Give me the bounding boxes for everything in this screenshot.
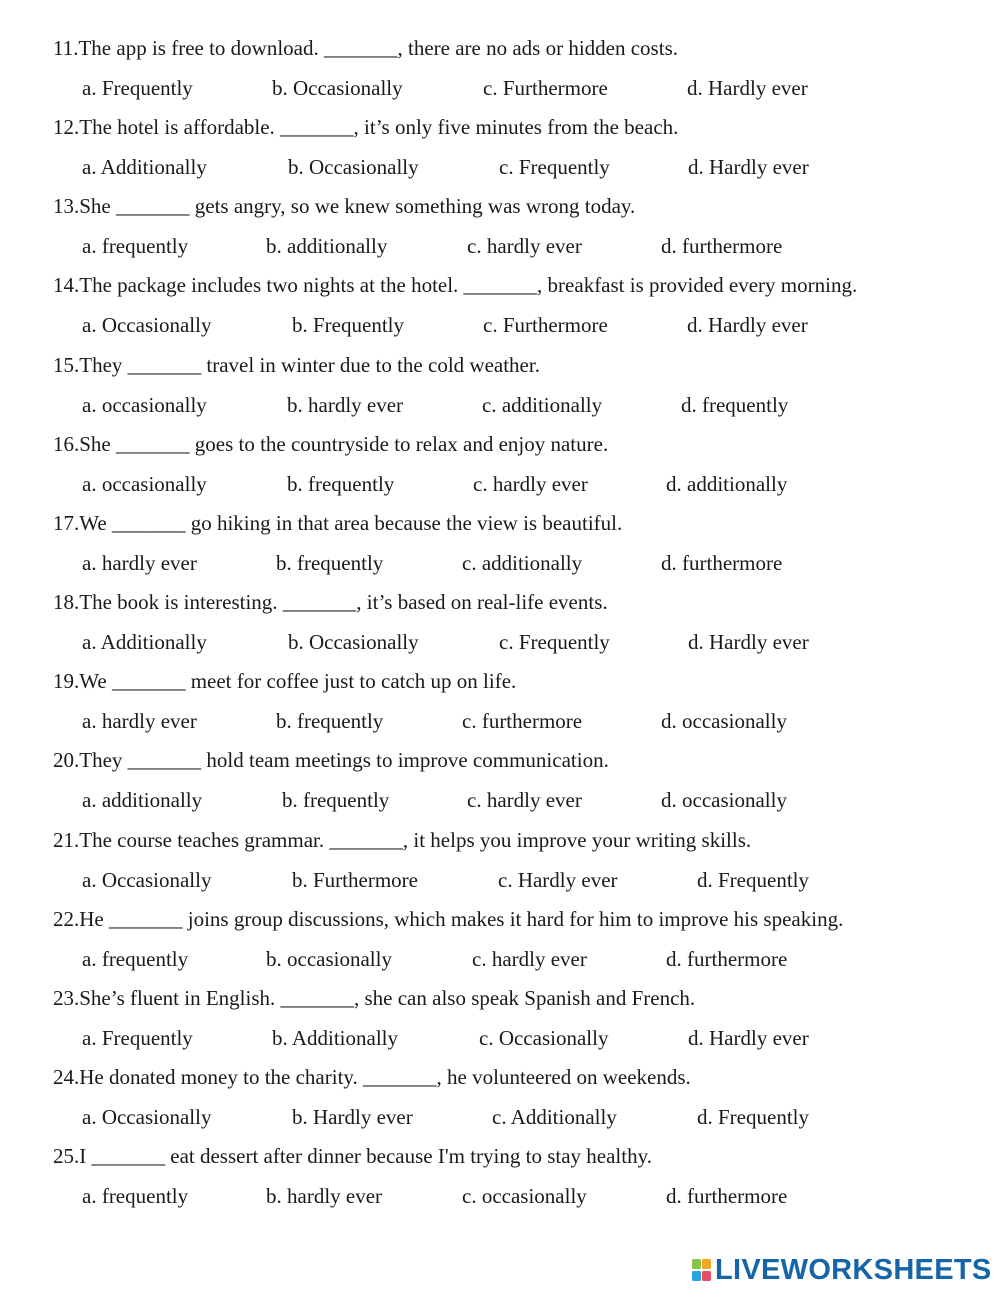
answer-options	[82, 234, 982, 260]
question-text	[53, 986, 993, 1010]
answer-option-b[interactable]: b. Frequently	[292, 313, 404, 338]
answer-option-b[interactable]: b. Additionally	[272, 1025, 398, 1050]
answer-options	[82, 313, 982, 339]
liveworksheets-logo	[692, 1254, 992, 1286]
question-number: 24.	[53, 1064, 80, 1089]
question-number: 22.	[53, 906, 80, 931]
answer-options	[82, 393, 982, 419]
answer-option-c[interactable]: c. hardly ever	[467, 234, 582, 259]
question-text	[53, 194, 993, 218]
answer-option-b[interactable]: b. frequently	[287, 471, 395, 496]
answer-option-b[interactable]: b. hardly ever	[287, 392, 404, 417]
answer-option-a[interactable]: a. Occasionally	[82, 313, 212, 338]
answer-option-a[interactable]: a. Occasionally	[82, 867, 212, 892]
answer-option-c[interactable]: c. hardly ever	[467, 788, 582, 813]
answer-option-b[interactable]: b. hardly ever	[266, 1184, 383, 1209]
question-stem: She’s fluent in English. _______, she can also speak Spanish and French.	[79, 985, 696, 1010]
question-text	[53, 669, 993, 693]
answer-option-a[interactable]: a. occasionally	[82, 471, 207, 496]
question-stem: They _______ travel in winter due to the cold weather.	[79, 352, 540, 377]
answer-option-a[interactable]: a. hardly ever	[82, 550, 197, 575]
question-number: 13.	[53, 194, 80, 219]
answer-option-a[interactable]: a. frequently	[82, 1184, 189, 1209]
answer-option-b[interactable]: b. Occasionally	[288, 630, 419, 655]
question-number: 14.	[53, 273, 80, 298]
question-stem: The package includes two nights at the hotel. _______, breakfast is provided every morning.	[79, 273, 858, 298]
question-stem: He donated money to the charity. _______, he volunteered on weekends.	[79, 1064, 691, 1089]
question-text	[53, 511, 993, 535]
question-stem: We _______ meet for coffee just to catch up on life.	[79, 669, 517, 694]
answer-option-c[interactable]: c. furthermore	[462, 709, 583, 734]
question-stem: They _______ hold team meetings to improve communication.	[79, 748, 609, 773]
answer-option-d[interactable]: d. Hardly ever	[687, 76, 808, 100]
question-text	[53, 828, 993, 852]
answer-option-b[interactable]: b. Occasionally	[272, 76, 403, 100]
question-text	[53, 432, 993, 456]
answer-option-d[interactable]: d. furthermore	[666, 1184, 788, 1209]
answer-option-b[interactable]: b. frequently	[276, 709, 384, 734]
question-stem: She _______ gets angry, so we knew something was wrong today.	[79, 194, 636, 219]
question-number: 16.	[53, 431, 80, 456]
question-stem: The app is free to download. _______, there are no ads or hidden costs.	[78, 36, 678, 60]
question-text	[53, 907, 993, 931]
answer-option-a[interactable]: a. Additionally	[82, 630, 207, 655]
question-number: 21.	[53, 827, 80, 852]
answer-options	[82, 788, 982, 814]
answer-option-d[interactable]: d. furthermore	[666, 946, 788, 971]
answer-option-d[interactable]: d. Hardly ever	[688, 630, 809, 655]
question-stem: We _______ go hiking in that area because the view is beautiful.	[79, 510, 623, 535]
answer-option-c[interactable]: c. Occasionally	[479, 1025, 609, 1050]
answer-option-d[interactable]: d. occasionally	[661, 709, 787, 734]
question-text	[53, 1144, 993, 1168]
question-text	[53, 1065, 993, 1089]
answer-option-d[interactable]: d. Hardly ever	[687, 313, 808, 338]
answer-option-b[interactable]: b. frequently	[282, 788, 390, 813]
answer-options	[82, 1026, 982, 1052]
question-text	[53, 115, 993, 139]
answer-option-c[interactable]: c. Furthermore	[483, 313, 608, 338]
answer-options	[82, 1105, 982, 1131]
answer-options	[82, 868, 982, 894]
question-stem: The book is interesting. _______, it’s based on real-life events.	[79, 590, 608, 615]
answer-options	[82, 155, 982, 181]
logo-text: LIVEWORKSHEETS	[715, 1253, 992, 1286]
answer-options	[82, 551, 982, 577]
answer-option-d[interactable]: d. furthermore	[661, 550, 783, 575]
answer-option-a[interactable]: a. additionally	[82, 788, 203, 813]
answer-option-c[interactable]: c. Furthermore	[483, 76, 608, 100]
answer-option-a[interactable]: a. hardly ever	[82, 709, 197, 734]
answer-options	[82, 947, 982, 973]
question-number: 20.	[53, 748, 80, 773]
answer-option-c[interactable]: c. additionally	[482, 392, 603, 417]
question-number: 25.	[53, 1144, 80, 1169]
question-stem: I _______ eat dessert after dinner because I'm trying to stay healthy.	[79, 1144, 652, 1169]
answer-option-a[interactable]: a. Frequently	[82, 76, 193, 100]
answer-option-c[interactable]: c. Hardly ever	[498, 867, 618, 892]
question-text	[53, 353, 993, 377]
question-text	[53, 36, 993, 60]
answer-option-a[interactable]: a. Frequently	[82, 1025, 193, 1050]
answer-option-a[interactable]: a. frequently	[82, 946, 189, 971]
question-text	[53, 273, 993, 297]
question-stem: He _______ joins group discussions, which makes it hard for him to improve his speaking.	[79, 906, 844, 931]
answer-option-d[interactable]: d. occasionally	[661, 788, 787, 813]
answer-option-d[interactable]: d. Hardly ever	[688, 155, 809, 180]
question-number: 15.	[53, 352, 80, 377]
answer-option-c[interactable]: c. hardly ever	[473, 471, 588, 496]
answer-option-d[interactable]: d. furthermore	[661, 234, 783, 259]
question-number: 18.	[53, 590, 80, 615]
answer-option-b[interactable]: b. occasionally	[266, 946, 392, 971]
question-number: 12.	[53, 115, 80, 140]
answer-option-b[interactable]: b. Furthermore	[292, 867, 418, 892]
answer-option-d[interactable]: d. Hardly ever	[688, 1025, 809, 1050]
question-number: 23.	[53, 985, 80, 1010]
answer-option-a[interactable]: a. frequently	[82, 234, 189, 259]
answer-options	[82, 709, 982, 735]
answer-option-b[interactable]: b. additionally	[266, 234, 388, 259]
liveworksheets-icon	[692, 1257, 712, 1283]
answer-options	[82, 472, 982, 498]
answer-option-a[interactable]: a. Occasionally	[82, 1104, 212, 1129]
answer-option-c[interactable]: c. occasionally	[462, 1184, 587, 1209]
answer-option-d[interactable]: d. frequently	[681, 392, 789, 417]
answer-option-b[interactable]: b. Occasionally	[288, 155, 419, 180]
answer-option-c[interactable]: c. additionally	[462, 550, 583, 575]
answer-option-a[interactable]: a. occasionally	[82, 392, 207, 417]
answer-option-a[interactable]: a. Additionally	[82, 155, 207, 180]
question-number: 19.	[53, 669, 80, 694]
question-number: 17.	[53, 510, 80, 535]
answer-options	[82, 630, 982, 656]
answer-option-d[interactable]: d. Frequently	[697, 867, 809, 892]
answer-option-b[interactable]: b. Hardly ever	[292, 1104, 413, 1129]
answer-option-c[interactable]: c. Frequently	[499, 155, 610, 180]
answer-options	[82, 76, 982, 102]
question-number: 11.	[53, 36, 79, 60]
question-text	[53, 748, 993, 772]
answer-option-b[interactable]: b. frequently	[276, 550, 384, 575]
answer-option-d[interactable]: d. Frequently	[697, 1104, 809, 1129]
question-text	[53, 590, 993, 614]
question-stem: The hotel is affordable. _______, it’s only five minutes from the beach.	[79, 115, 679, 140]
answer-option-c[interactable]: c. Additionally	[492, 1104, 617, 1129]
answer-option-d[interactable]: d. additionally	[666, 471, 788, 496]
answer-options	[82, 1184, 982, 1210]
question-stem: She _______ goes to the countryside to relax and enjoy nature.	[79, 431, 609, 456]
answer-option-c[interactable]: c. hardly ever	[472, 946, 587, 971]
question-stem: The course teaches grammar. _______, it helps you improve your writing skills.	[79, 827, 752, 852]
answer-option-c[interactable]: c. Frequently	[499, 630, 610, 655]
